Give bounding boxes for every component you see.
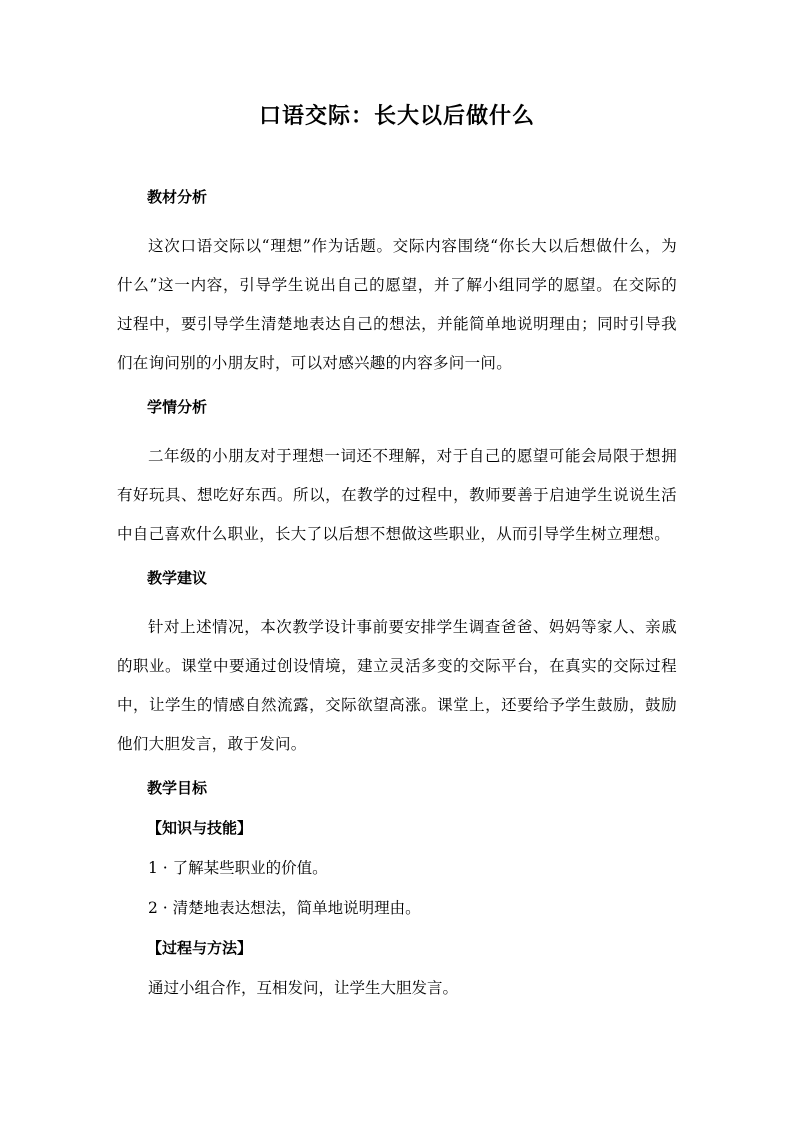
section-heading: 教学建议 [147,569,208,587]
section-heading: 学情分析 [147,398,208,416]
objective-item: 2 · 清楚地表达想法，简单地说明理由。 [148,899,421,917]
section-paragraph: 这次口语交际以“理想”作为话题。交际内容围绕“你长大以后想做什么，为什么”这一内容，引导学生说出自己的愿望，并了解小组同学的愿望。在交际的过程中，要引导学生清楚地表达自己的想法，并能简单地说明理由；同时引导我们在询问别的小朋友时，可以对感兴趣的内容多问一问。 [117,237,677,372]
objective-knowledge-label: 【知识与技能】 [147,819,253,837]
objective-item: 1 · 了解某些职业的价值。 [148,859,328,877]
document-title: 口语交际：长大以后做什么 [258,104,535,129]
section-paragraph: 二年级的小朋友对于理想一词还不理解，对于自己的愿望可能会局限于想拥有好玩具、想吃好东西。所以，在教学的过程中，教师要善于启迪学生说说生活中自己喜欢什么职业，长大了以后想不想做这些职业，从而引导学生树立理想。 [117,447,677,543]
section-learner-analysis [117,397,677,554]
section-heading: 教学目标 [147,779,208,797]
document-content [117,100,677,1018]
section-paragraph: 针对上述情况，本次教学设计事前要安排学生调查爸爸、妈妈等家人、亲戚的职业。课堂中要通过创设情境，建立灵活多变的交际平台，在真实的交际过程中，让学生的情感自然流露，交际欲望高涨。课堂上，还要给予学生鼓励，鼓励他们大胆发言，敢于发问。 [117,618,677,753]
section-heading: 教材分析 [147,188,208,206]
objective-process-text: 通过小组合作，互相发问，让学生大胆发言。 [148,979,459,997]
section-teaching-suggestions [117,568,677,764]
objective-process-label: 【过程与方法】 [147,939,253,957]
section-teaching-objectives [117,778,677,998]
section-textbook-analysis [117,187,677,383]
